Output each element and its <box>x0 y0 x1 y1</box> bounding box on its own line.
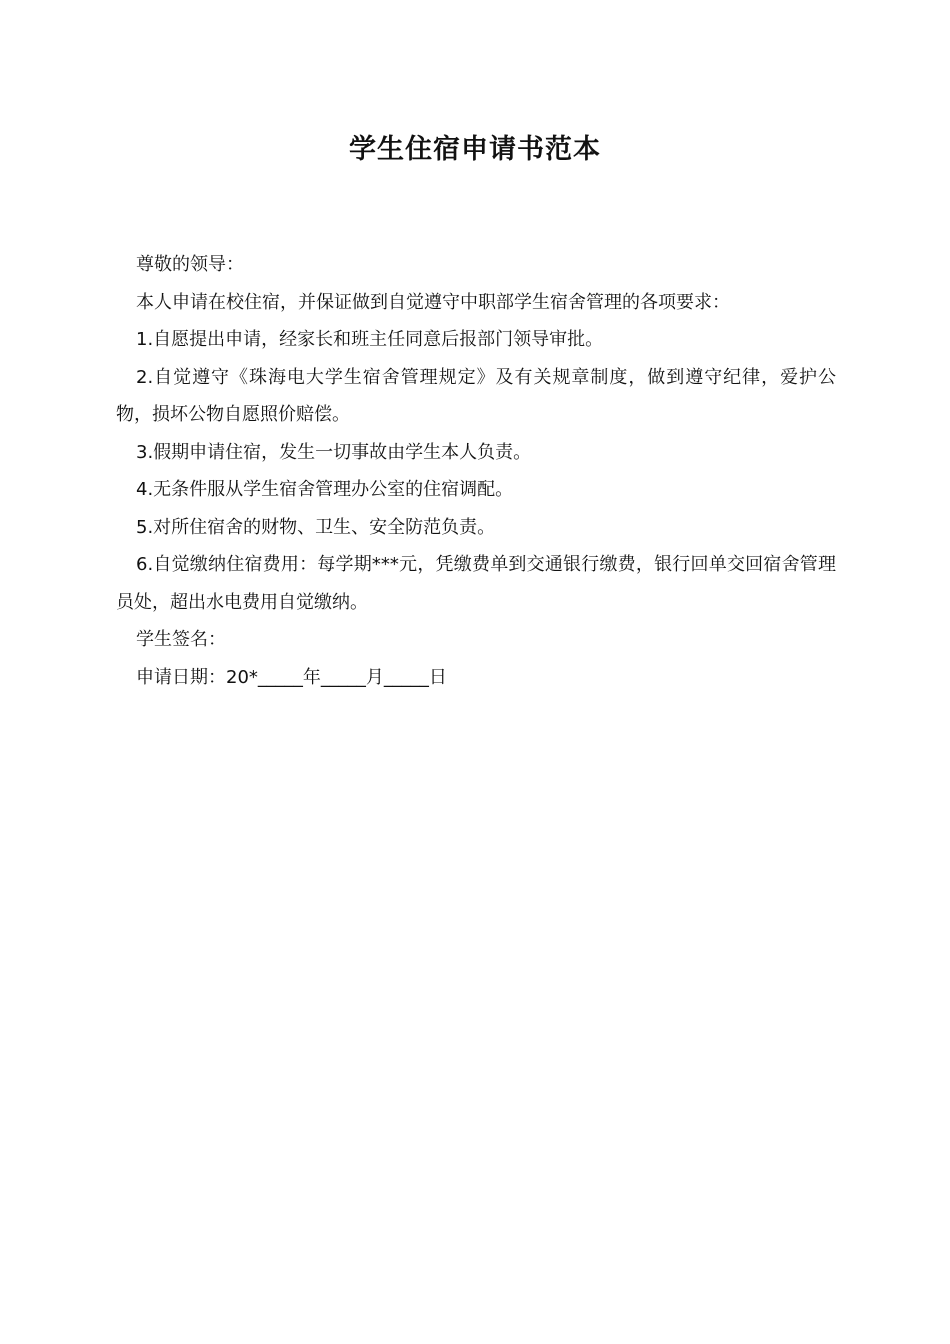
salutation: 尊敬的领导： <box>136 254 244 275</box>
application-date-line: 申请日期：20*_____年_____月_____日 <box>136 666 447 688</box>
document-title: 学生住宿申请书范本 <box>349 134 601 165</box>
requirement-item-5: 5.对所住宿舍的财物、卫生、安全防范负责。 <box>136 516 496 538</box>
requirement-item-6: 6.自觉缴纳住宿费用：每学期***元，凭缴费单到交通银行缴费，银行回单交回宿舍管理员处，超出水电费用自觉缴纳。 <box>116 554 836 613</box>
requirement-item-4: 4.无条件服从学生宿舍管理办公室的住宿调配。 <box>136 479 514 500</box>
requirement-item-3: 3.假期申请住宿，发生一切事故由学生本人负责。 <box>136 441 532 463</box>
requirement-item-2: 2.自觉遵守《珠海电大学生宿舍管理规定》及有关规章制度，做到遵守纪律，爱护公物，损坏公物自愿照价赔偿。 <box>116 366 836 425</box>
intro-paragraph: 本人申请在校住宿，并保证做到自觉遵守中职部学生宿舍管理的各项要求： <box>136 291 730 313</box>
requirement-item-1: 1.自愿提出申请，经家长和班主任同意后报部门领导审批。 <box>136 329 604 350</box>
document-body <box>116 246 836 696</box>
student-signature-line: 学生签名： <box>136 629 226 650</box>
